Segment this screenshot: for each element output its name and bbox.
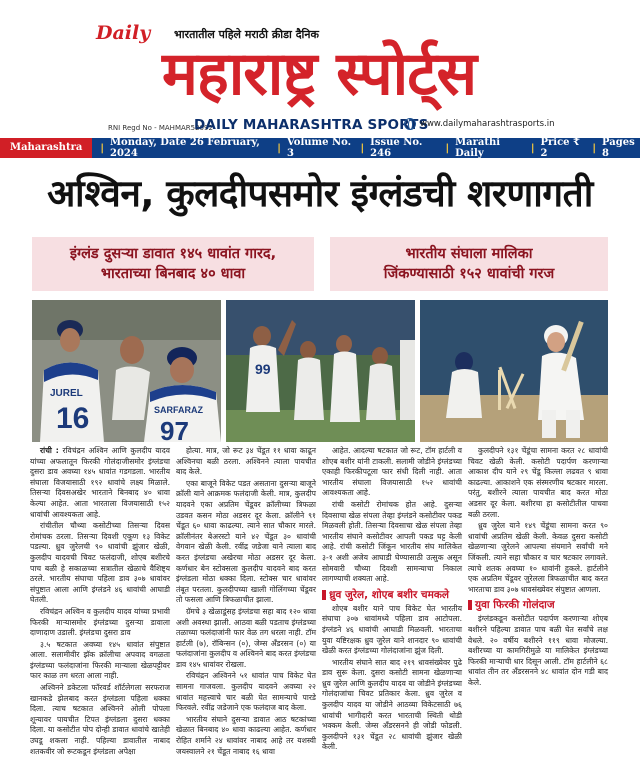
paragraph: भारतीय संघाने सात बाद २१९ धावसंख्येवर पुढे डाव सुरू केला. दुसरा कसोटी सामना खेळणाऱ्या ध्रुव जुरेल आणि कुलदीप यादव या जोडीने इंग्लंडच्या गोलंदाजांचा चिवट प्रतिकार केला. ध्रुव जुरेल व कुलदीप यादव या जोडीने आठव्या विकेटसाठी ७६ धावांची भागीदारी करत भारताची स्थिती थोडी भक्कम केली. जेम्स अँडरसनने ही जोडी फोडली. कुलदीपने १३१ चेंडूत २८ धावांची झुंजार खेळी केली. xyxy=(322,657,462,752)
paragraph: ग्रॅमचे ३ खेळाडूंसह इंग्लंडचा सहा बाद १२० धावा अशी अवस्था झाली. आठवा बळी पडताच इंग्लंडच्या तळाच्या फलंदाजांनी फार वेळ तग धरला नाही. टॉम हार्टली (७), रॉबिन्सन (०), जेम्स अँडरसन (०) या फलंदाजांना कुलदीप व अश्विनने बाद करत इंग्लंडचा डाव १४५ धावांवर रोखला. xyxy=(176,606,316,669)
subhead-left xyxy=(32,237,314,291)
website[interactable] xyxy=(404,118,555,130)
jersey-number-celebration: 99 xyxy=(255,361,271,377)
paragraph: ध्रुव जुरेल याने १४९ चेंडूंचा सामना करत ९० धावांची अप्रतिम खेळी केली. केवळ दुसरा कसोटी खेळणाऱ्या जुरेलने आपल्या संयमाने सर्वांची मने जिंकली. त्याने सहा चौकार व चार षटकार लगावले. त्याचे शतक अवघ्या १० धावांनी हुकले. हार्टलीने एक अप्रतिम चेंडूवर जुरेलला त्रिफळाचीत बाद करत भारताचा डाव ३०७ धावसंख्येवर संपुष्टात आणला. xyxy=(468,521,608,594)
paragraph: शोएब बशीर याने पाच विकेट घेत भारतीय संघाचा ३०७ धावांमध्ये पहिला डाव आटोपला. इंग्लंडने ४६ धावांची आघाडी मिळवली. भारताचा युवा यष्टिरक्षक ध्रुव जुरेल याने शानदार ९० धावांची खेळी करत इंग्लंडच्या गोलंदाजांना झुंज दिली. xyxy=(322,603,462,656)
section-title-jurel-bashir xyxy=(322,588,462,602)
separator-icon: | xyxy=(445,142,450,154)
article-column-4 xyxy=(468,446,608,689)
paragraph: अश्विनने डकेटला फॉरवर्ड शॉर्टलेगला सरफराज खानकडे झेलबाद करत इंग्लंडला पहिला धक्का दिला. त्याच षटकात अश्विनने ओली पोपला शून्यावर पायचीत टिपत इंग्लंडला दुसरा धक्का दिला. या कसोटीत पोप दोन्ही डावात धावांचे खातेही उघडू शकला नाही. पहिल्या डावातील नाबाद शतकवीर जो रूटकडून इंग्लंडला अपेक्षा xyxy=(30,683,170,756)
separator-icon: | xyxy=(530,142,535,154)
paragraph: आहेत. आदल्या षटकात जो रूट, टॉम हार्टली व शोएब बशीर यांनी टाकली. सलामी जोडीने इंग्लंडच्या एकाही फिरकीपटूला फार संधी दिली नाही. आता भारतीय संघाला विजयासाठी १५२ धावांची आवश्यकता आहे. xyxy=(322,446,462,498)
section-title-text: ध्रुव जुरेल, शोएब बशीर चमकले xyxy=(329,588,450,601)
issue-date: Monday, Date 26 February, 2024 xyxy=(109,137,260,159)
article-column-3 xyxy=(322,446,462,754)
paragraph: कुलदीपने १३१ चेंडूंचा सामना करत २८ धावांची चिवट खेळी केली. कसोटी पदार्पण करणाऱ्या आकाश दीप याने २९ चेंडू किल्ला लढवत ९ धावा काढल्या. आकाशने एक संस्मरणीय षटकार मारला. परंतु, बशीरने त्याला पायचीत बाद करत मोठा अडसर दूर केला. बशीरचा हा कसोटीतील पाचवा बळी ठरला. xyxy=(468,446,608,519)
issue-number: Issue No. 246 xyxy=(370,137,423,159)
article-body xyxy=(30,446,610,776)
globe-icon xyxy=(404,118,416,130)
photo-jurel-sarfaraz-image xyxy=(32,300,221,442)
paragraph: होत्या. मात्र, जो रूट ३४ चेंडूत ११ धावा काढून अश्विनचा बळी ठरला. अश्विनने त्याला पायचीत बाद केले. xyxy=(176,446,316,477)
section-title-text: युवा फिरकी गोलंदाज xyxy=(475,599,555,612)
paragraph: रविचंद्रन अश्विन व कुलदीप यादव यांच्या प्रभावी फिरकी माऱ्यासमोर इंग्लंडच्या दुसऱ्या डावाला दाणादाण उडाली. इंग्लंडचा दुसरा डाव xyxy=(30,606,170,638)
paragraph: रांची कसोटी रोमांचक होत आहे. दुसऱ्या दिवसाचा खेळ संपला तेव्हा इंग्लंडने कसोटीवर पकड मिळवली होती. तिसऱ्या दिवसाचा खेळ संपला तेव्हा भारतीय संघाने कसोटीवर आपली पकड घट्ट केली आहे. रांची कसोटी जिंकून भारतीय संघ मालिकेत ३-१ अशी अजेय आघाडी घेण्यासाठी उत्सुक असून सोमवारी चौथ्या दिवशी सामन्याचा निकाल लागण्याची शक्यता आहे. xyxy=(322,499,462,584)
paragraph: रविचंद्रन अश्विनने ५१ धावांत पाच विकेट घेत सामना गाजवला. कुलदीप यादवने अवघ्या २२ धावांत महत्त्वाचे चार बळी घेत सामन्याचे पारडे फिरवले. रवींद्र जडेजाने एक फलंदाज बाद केला. xyxy=(176,671,316,713)
photo-wicket-bowled xyxy=(420,300,608,442)
photo-team-celebration xyxy=(226,300,415,442)
paragraph: ३.५ षटकात अवघ्या १४५ धावांत संपुष्टात आला. सलामीवीर झॅक क्रॉलीचा अपवाद वगळता इंग्लंडच्या फलंदाजांना फिरकी माऱ्याला खेळपट्टीवर फार काळ तग धरता आला नाही. xyxy=(30,639,170,681)
photo-jurel-sarfaraz xyxy=(32,300,221,442)
separator-icon: | xyxy=(360,142,365,154)
subhead-right-line2: जिंकण्यासाठी १५२ धावांची गरज xyxy=(383,266,555,282)
paragraph: इंग्लंडकडून कसोटीत पदार्पण करणाऱ्या शोएब बशीरने पहिल्या डावात पाच बळी घेत सर्वांचे लक्ष वेधले. २० वर्षीय बशीरने ११९ धावा मोजल्या. बशीरच्या या कामगिरीमुळे या मालिकेत इंग्लंडच्या फिरकी माऱ्याची धार दिसून आली. टॉम हार्टलीने ६८ धावांत तीन तर अँडरसनने ४८ धावांत दोन गडी बाद केले. xyxy=(468,614,608,687)
price-label: Price ₹ 2 xyxy=(540,137,580,159)
language-label: Marathi Daily xyxy=(455,137,501,159)
section-marker-icon xyxy=(468,600,472,610)
section-marker-icon xyxy=(322,590,326,600)
jersey-number-left: 16 xyxy=(56,402,90,435)
paragraph: रांचीतील चौथ्या कसोटीच्या तिसऱ्या दिवस रोमांचक ठरला. तिसऱ्या दिवशी एकूण १३ विकेट पडल्या. ध्रुव जुरेलची ९० धावांची झुंजार खेळी, कुलदीप यादवची चिवट फलंदाजी, शोएब बशीरचे पाच बळी हे सकाळच्या सत्रातील खेळाचे वैशिष्ट्य ठरले. भारतीय संघाचा पहिला डाव ३०७ धावांवर संपुष्टात आला आणि इंग्लंडने ४६ धावांची आघाडी घेतली. xyxy=(30,521,170,605)
photo-wicket-bowled-image xyxy=(420,300,608,442)
paragraph: रविचंद्रन अश्विन आणि कुलदीप यादव यांच्या अफलातून फिरकी गोलंदाजीसमोर इंग्लंडचा दुसरा डाव अवघ्या १४५ धावांत गडगडला. भारतीय संघाला विजयासाठी १९२ धावांचे लक्ष्य मिळाले. तिसऱ्या दिवसअखेर भारताने बिनबाद ४० धावा केल्या आहेत. आता भारताला विजयासाठी १५२ धावांची आवश्यकता आहे. xyxy=(30,446,170,519)
volume-number: Volume No. 3 xyxy=(286,137,352,159)
website-link[interactable]: www.dailymaharashtrasports.in xyxy=(420,119,555,129)
main-headline: अश्विन, कुलदीपसमोर इंग्लंडची शरणागती xyxy=(47,172,593,215)
jersey-name-right: SARFARAZ xyxy=(154,405,203,415)
jersey-name-left: JUREL xyxy=(50,388,83,399)
dateline: रांची : xyxy=(40,446,59,455)
pages-label: Pages 8 xyxy=(602,137,635,159)
masthead-tagline: भारतातील पहिले मराठी क्रीडा दैनिक xyxy=(174,28,319,41)
paragraph: एका बाजूने विकेट पडत असताना दुसऱ्या बाजूने क्रॉली याने आक्रमक फलंदाजी केली. मात्र, कुलदीप यादवने एका अप्रतिम चेंडूवर क्रॉलीच्या त्रिफळा उडवत कसन मोठा अडसर दूर केला. क्रॉलीने ९१ चेंडूत ६० धावा काढल्या. त्याने सात चौकार मारले. क्रॉलीनंतर बेअरस्टो याने ४२ चेंडूत ३० धावांची वेगवान खेळी केली. रवींद्र जडेजा याने त्याला बाद करत इंग्लंडचा अखेरचा मोठा अडसर दूर केला. कर्णधार बेन स्टोक्सला कुलदीप यादवने बाद करत इंग्लंडला मोठा धक्का दिला. स्टोक्स चार धावांवर तंबूत परतला. कुलदीपच्या खाली गोलिंगच्या चेंडूवर तो फसला आणि त्रिफळाचीत झाला. xyxy=(176,478,316,605)
article-column-1 xyxy=(30,446,170,758)
english-title: DAILY MAHARASHTRA SPORTS xyxy=(194,117,429,133)
subhead-right-line1: भारतीय संघाला मालिका xyxy=(405,246,533,262)
masthead-daily: Daily xyxy=(96,22,151,44)
subhead-left-line1: इंग्लंड दुसऱ्या डावात १४५ धावांत गारद, xyxy=(69,246,277,262)
subhead-left-line2: भारताच्या बिनबाद ४० धावा xyxy=(100,266,246,282)
subhead-right xyxy=(330,237,608,291)
region-label: Maharashtra xyxy=(0,138,92,158)
jersey-number-right: 97 xyxy=(160,416,189,442)
paragraph: भारतीय संघाने दुसऱ्या डावात आठ षटकांच्या खेळात बिनबाद ४० धावा काढल्या आहेत. कर्णधार रोहित शर्माने २४ धावांवर नाबाद आहे तर यशस्वी जयस्वालने २१ चेंडूत नाबाद १६ धावा xyxy=(176,714,316,756)
separator-icon: | xyxy=(100,142,104,154)
separator-icon: | xyxy=(277,142,281,154)
photo-team-celebration-image xyxy=(226,300,415,442)
section-title-young-spinner xyxy=(468,598,608,612)
masthead-title: महाराष्ट्र स्पोर्ट्स xyxy=(161,39,477,109)
article-column-2 xyxy=(176,446,316,758)
rni-number: RNI Regd No - MAHMAR52092 xyxy=(108,124,213,132)
date-bar xyxy=(0,138,640,158)
masthead xyxy=(0,0,640,138)
separator-icon: | xyxy=(592,142,597,154)
